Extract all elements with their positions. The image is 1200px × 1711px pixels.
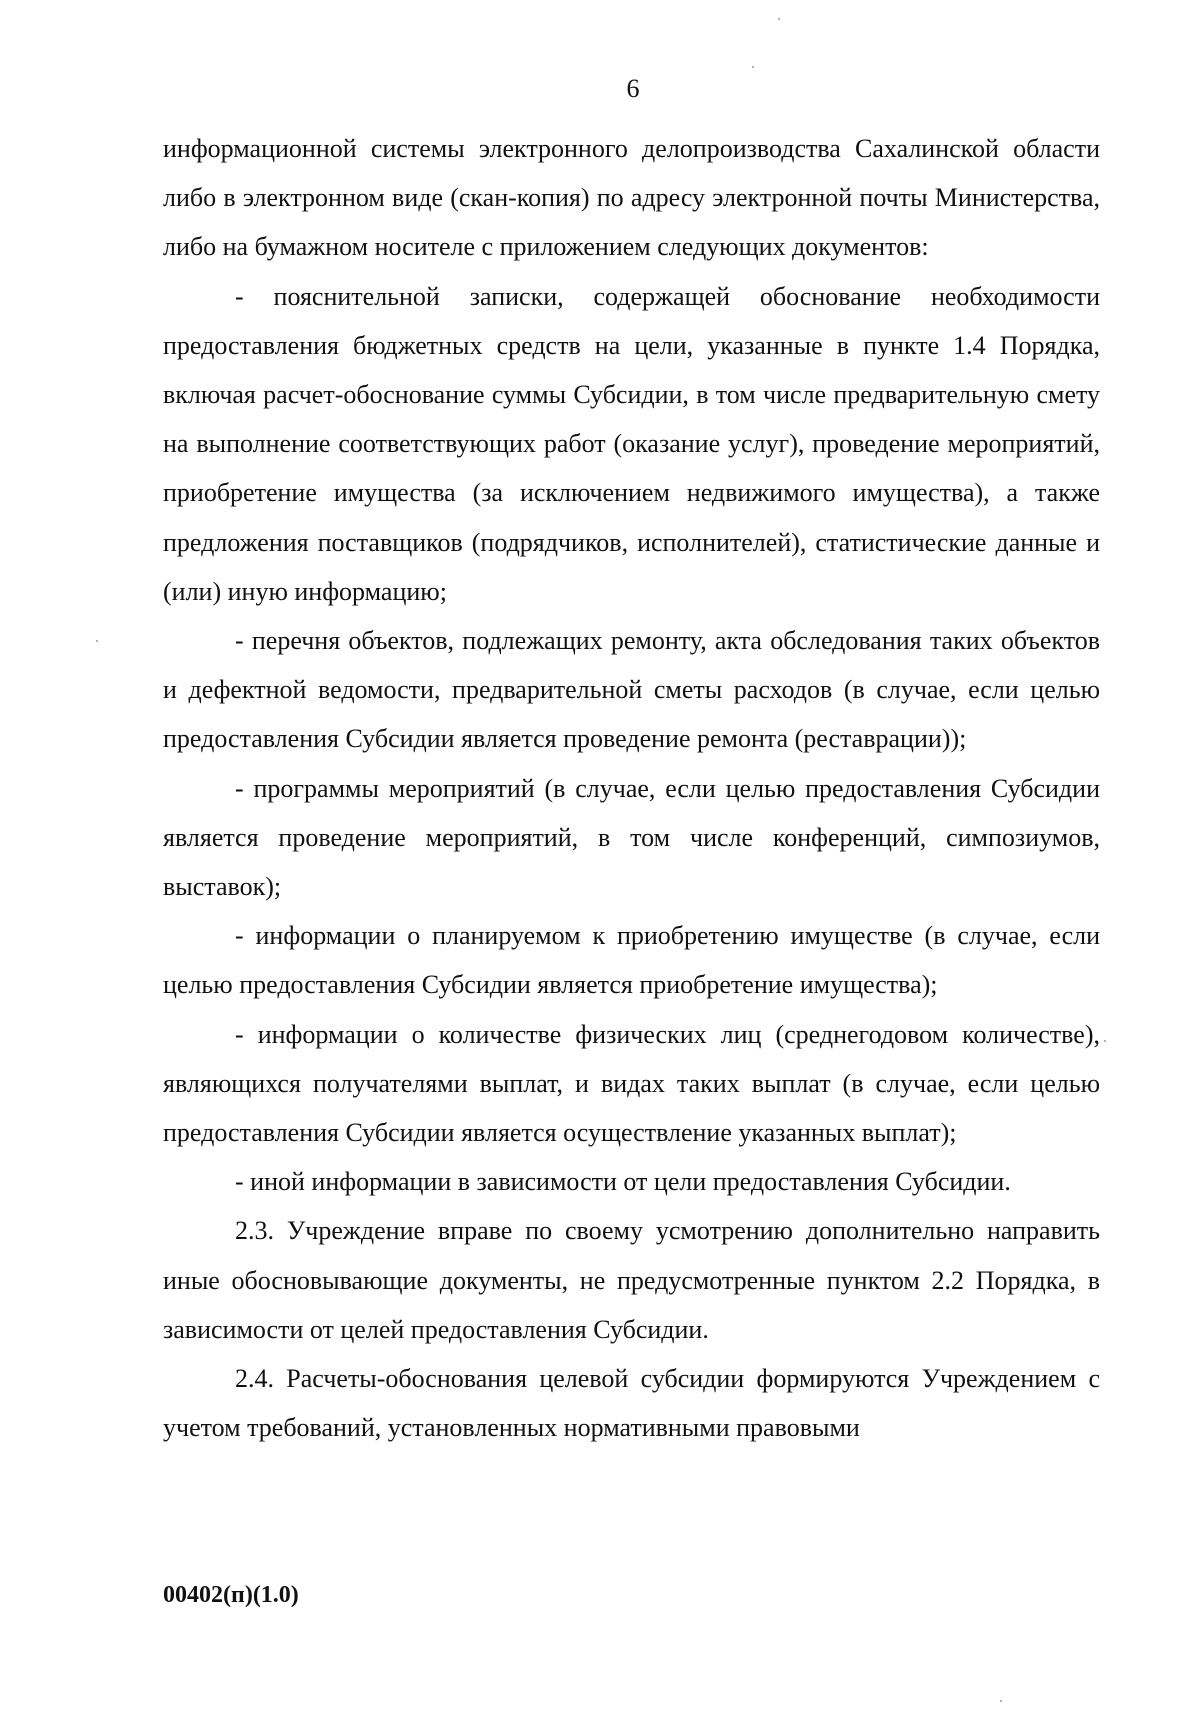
scan-speck — [1104, 1040, 1106, 1042]
scan-speck — [752, 66, 754, 68]
page-number: 6 — [626, 74, 640, 103]
paragraph: - программы мероприятий (в случае, если целью предоставления Субсидии является проведение мероприятий, в том числе конференций, симпозиумов, выставок); — [163, 773, 1100, 902]
document-code: 00402(п)(1.0) — [163, 1582, 299, 1608]
scan-speck — [1000, 1700, 1002, 1702]
paragraph: - перечня объектов, подлежащих ремонту, акта обследования таких объектов и дефектной ведомости, предварительной сметы расходов (в случае, если целью предоставления Субсидии является проведение ремонта (реставрации)); — [163, 626, 1100, 754]
paragraph: - иной информации в зависимости от цели предоставления Субсидии. — [235, 1167, 1011, 1197]
paragraph: - информации о количестве физических лиц (среднегодовом количестве), являющихся получателями выплат, и видах таких выплат (в случае, если целью предоставления Субсидии является осуществление указанных выплат); — [163, 1019, 1100, 1148]
paragraph: информационной системы электронного делопроизводства Сахалинской области либо в электронном виде (скан-копия) по адресу электронной почты Министерства, либо на бумажном носителе с приложением следующих документов: — [163, 134, 1100, 262]
paragraph: - информации о планируемом к приобретению имуществе (в случае, если целью предоставления Субсидии является приобретение имущества); — [163, 921, 1100, 1000]
scan-speck — [96, 640, 98, 642]
scan-speck — [778, 18, 780, 20]
document-body — [163, 124, 1100, 1452]
paragraph: 2.4. Расчеты-обоснования целевой субсидии формируются Учреждением с учетом требований, установленных нормативными правовыми — [163, 1364, 1100, 1443]
paragraph: 2.3. Учреждение вправе по своему усмотрению дополнительно направить иные обосновывающие документы, не предусмотренные пунктом 2.2 Порядка, в зависимости от целей предоставления Субсидии. — [163, 1216, 1100, 1344]
paragraph: - пояснительной записки, содержащей обоснование необходимости предоставления бюджетных средств на цели, указанные в пункте 1.4 Порядка, включая расчет-обоснование суммы Субсидии, в том числе предварительную смету на выполнение соответствующих работ (оказание услуг), проведение мероприятий, приобретение имущества (за исключением недвижимого имущества), а также предложения поставщиков (подрядчиков, исполнителей), статистические данные и (или) иную информацию; — [163, 281, 1100, 606]
